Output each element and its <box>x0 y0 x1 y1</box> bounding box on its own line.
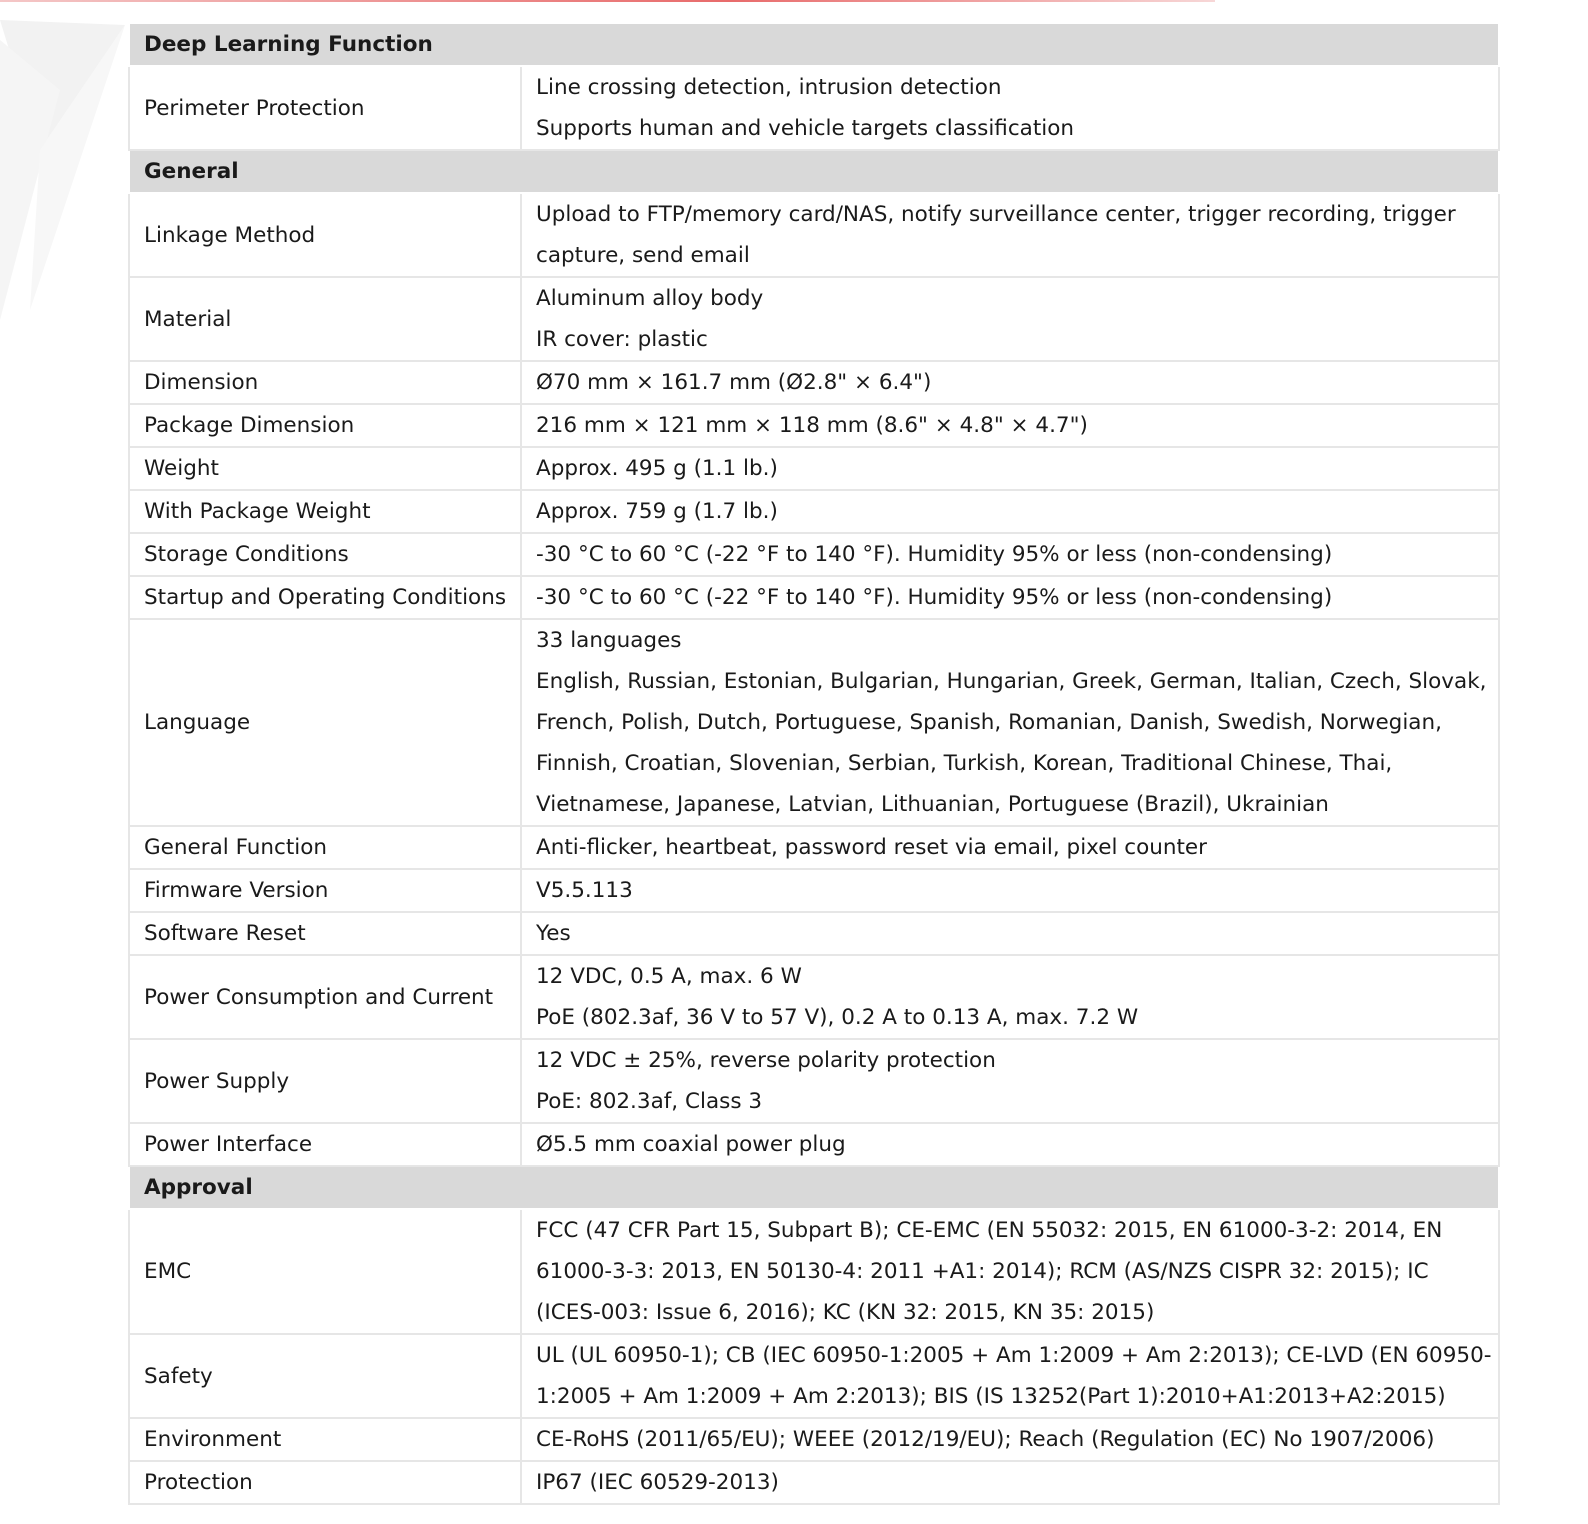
spec-value <box>521 576 1499 619</box>
section-title: General <box>129 150 1499 193</box>
spec-value <box>521 1418 1499 1461</box>
spec-value-line: PoE: 802.3af, Class 3 <box>536 1089 763 1114</box>
spec-label <box>129 533 521 576</box>
spec-value-line: Upload to FTP/memory card/NAS, notify surveillance center, trigger recording, trigger <box>536 202 1456 227</box>
spec-value <box>521 869 1499 912</box>
spec-value-line: FCC (47 CFR Part 15, Subpart B); CE-EMC (EN 55032: 2015, EN 61000-3-2: 2014, EN <box>536 1218 1443 1243</box>
spec-row <box>129 619 1499 826</box>
spec-value-line: French, Polish, Dutch, Portuguese, Spanish, Romanian, Danish, Swedish, Norwegian, <box>536 710 1442 735</box>
spec-label-text: Power Interface <box>144 1132 313 1157</box>
spec-value <box>521 193 1499 277</box>
spec-row <box>129 533 1499 576</box>
spec-value-line: Supports human and vehicle targets classification <box>536 116 1075 141</box>
spec-value <box>521 826 1499 869</box>
spec-value <box>521 490 1499 533</box>
spec-value-line: V5.5.113 <box>536 878 633 903</box>
spec-label <box>129 826 521 869</box>
section-header-row <box>129 1166 1499 1209</box>
spec-label-text: Material <box>144 306 232 332</box>
spec-value <box>521 955 1499 1039</box>
spec-label-text: With Package Weight <box>144 499 371 524</box>
spec-label-text: Software Reset <box>144 921 306 946</box>
spec-label-text: Storage Conditions <box>144 542 349 567</box>
spec-label <box>129 277 521 361</box>
spec-row <box>129 826 1499 869</box>
spec-value-line: IR cover: plastic <box>536 327 708 352</box>
spec-row <box>129 277 1499 361</box>
spec-label-text: Language <box>144 710 251 735</box>
spec-row <box>129 1209 1499 1334</box>
spec-label-text: Firmware Version <box>144 878 329 903</box>
spec-row <box>129 1039 1499 1123</box>
section-title: Approval <box>129 1166 1499 1209</box>
spec-value-line: -30 °C to 60 °C (-22 °F to 140 °F). Humidity 95% or less (non-condensing) <box>536 585 1333 610</box>
spec-label <box>129 361 521 404</box>
spec-label <box>129 1334 521 1418</box>
spec-value <box>521 912 1499 955</box>
spec-row <box>129 1418 1499 1461</box>
spec-row <box>129 869 1499 912</box>
spec-row <box>129 1334 1499 1418</box>
spec-value <box>521 619 1499 826</box>
spec-label <box>129 1123 521 1166</box>
spec-label-text: Startup and Operating Conditions <box>144 585 507 610</box>
spec-label <box>129 1209 521 1334</box>
spec-label-text: Power Supply <box>144 1068 290 1094</box>
section-header-row <box>129 23 1499 66</box>
spec-label-text: EMC <box>144 1259 192 1284</box>
spec-value-line: UL (UL 60950-1); CB (IEC 60950-1:2005 + Am 1:2009 + Am 2:2013); CE-LVD (EN 60950- <box>536 1343 1492 1368</box>
logo-watermark <box>0 20 125 320</box>
spec-value-line: 216 mm × 121 mm × 118 mm (8.6" × 4.8" × 4.7") <box>536 413 1088 438</box>
spec-value <box>521 1039 1499 1123</box>
spec-label <box>129 1461 521 1504</box>
spec-row <box>129 361 1499 404</box>
spec-value-line: 61000-3-3: 2013, EN 50130-4: 2011 +A1: 2014); RCM (AS/NZS CISPR 32: 2015); IC <box>536 1259 1429 1284</box>
spec-label-text: Safety <box>144 1363 213 1389</box>
spec-value-line: Yes <box>536 921 571 946</box>
spec-value-line: (ICES-003: Issue 6, 2016); KC (KN 32: 2015, KN 35: 2015) <box>536 1300 1155 1325</box>
spec-label <box>129 955 521 1039</box>
spec-value-line: Finnish, Croatian, Slovenian, Serbian, Turkish, Korean, Traditional Chinese, Thai, <box>536 751 1393 776</box>
spec-row <box>129 1123 1499 1166</box>
spec-label <box>129 912 521 955</box>
spec-row <box>129 1461 1499 1504</box>
spec-value <box>521 404 1499 447</box>
spec-value-line: PoE (802.3af, 36 V to 57 V), 0.2 A to 0.13 A, max. 7.2 W <box>536 1005 1139 1030</box>
spec-value <box>521 361 1499 404</box>
spec-label-text: Protection <box>144 1470 253 1495</box>
spec-table <box>128 22 1500 1505</box>
spec-value-line: CE-RoHS (2011/65/EU); WEEE (2012/19/EU); Reach (Regulation (EC) No 1907/2006) <box>536 1427 1435 1452</box>
section-header-row <box>129 150 1499 193</box>
spec-value-line: English, Russian, Estonian, Bulgarian, Hungarian, Greek, German, Italian, Czech, Slovak, <box>536 669 1487 694</box>
spec-value-line: Aluminum alloy body <box>536 286 764 311</box>
spec-row <box>129 912 1499 955</box>
spec-row <box>129 447 1499 490</box>
spec-label <box>129 1039 521 1123</box>
spec-label-text: Environment <box>144 1427 282 1452</box>
spec-value <box>521 533 1499 576</box>
spec-label <box>129 1418 521 1461</box>
spec-row <box>129 490 1499 533</box>
spec-label <box>129 490 521 533</box>
spec-label <box>129 193 521 277</box>
spec-label-text: Power Consumption and Current <box>144 984 494 1010</box>
spec-value-line: Ø70 mm × 161.7 mm (Ø2.8" × 6.4") <box>536 370 932 395</box>
spec-value-line: -30 °C to 60 °C (-22 °F to 140 °F). Humidity 95% or less (non-condensing) <box>536 542 1333 567</box>
spec-value-line: Ø5.5 mm coaxial power plug <box>536 1132 846 1157</box>
spec-label <box>129 576 521 619</box>
spec-value-line: 12 VDC ± 25%, reverse polarity protection <box>536 1048 996 1073</box>
section-title: Deep Learning Function <box>129 23 1499 66</box>
spec-label-text: Linkage Method <box>144 222 316 248</box>
spec-label-text: General Function <box>144 835 328 860</box>
spec-value <box>521 447 1499 490</box>
spec-row <box>129 576 1499 619</box>
spec-label-text: Dimension <box>144 370 259 395</box>
spec-label <box>129 447 521 490</box>
spec-label <box>129 404 521 447</box>
spec-label-text: Perimeter Protection <box>144 95 365 121</box>
spec-value <box>521 277 1499 361</box>
spec-value-line: Vietnamese, Japanese, Latvian, Lithuanian, Portuguese (Brazil), Ukrainian <box>536 792 1329 817</box>
spec-value-line: IP67 (IEC 60529-2013) <box>536 1470 779 1495</box>
spec-value-line: 12 VDC, 0.5 A, max. 6 W <box>536 964 802 989</box>
spec-value-line: 33 languages <box>536 628 682 653</box>
spec-value-line: Anti-flicker, heartbeat, password reset via email, pixel counter <box>536 835 1208 860</box>
spec-row <box>129 193 1499 277</box>
spec-value-line: Line crossing detection, intrusion detection <box>536 75 1002 100</box>
spec-value-line: 1:2005 + Am 1:2009 + Am 2:2013); BIS (IS 13252(Part 1):2010+A1:2013+A2:2015) <box>536 1384 1446 1409</box>
spec-row <box>129 66 1499 150</box>
spec-label-text: Package Dimension <box>144 413 355 438</box>
spec-label <box>129 66 521 150</box>
spec-label <box>129 619 521 826</box>
spec-value-line: Approx. 495 g (1.1 lb.) <box>536 456 778 481</box>
spec-label-text: Weight <box>144 456 219 481</box>
spec-label <box>129 869 521 912</box>
spec-value-line: capture, send email <box>536 243 750 268</box>
top-accent-rule <box>0 0 1215 2</box>
spec-value <box>521 1461 1499 1504</box>
spec-row <box>129 955 1499 1039</box>
spec-value <box>521 1334 1499 1418</box>
spec-row <box>129 404 1499 447</box>
spec-value-line: Approx. 759 g (1.7 lb.) <box>536 499 778 524</box>
spec-value <box>521 66 1499 150</box>
spec-value <box>521 1123 1499 1166</box>
spec-value <box>521 1209 1499 1334</box>
